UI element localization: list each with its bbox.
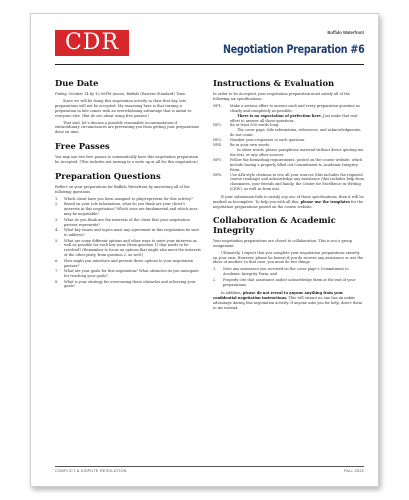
specification-text — [230, 158, 365, 173]
acknowledgment-item — [213, 278, 365, 288]
document-title: Negotiation Preparation #6 — [222, 42, 364, 56]
right-column — [213, 74, 365, 313]
collaboration-heading: Collaboration & Academic Integrity — [213, 214, 336, 235]
footer-divider — [55, 466, 364, 467]
question-item — [55, 259, 201, 269]
free-passes-section — [55, 141, 201, 165]
footer-term: FALL 2022 — [343, 469, 364, 473]
instructions-section — [213, 78, 365, 210]
question-item — [55, 239, 201, 259]
specification-line: Be in your own words. — [230, 143, 271, 148]
question-item — [55, 228, 201, 238]
late-policy-text: Since we will be doing this negotiation activity in class that day, late preparations will not be accepted. My reasoning here is that turning a preparation in late comes with an overwhelming advantage that is unfair to everyone else. (But do see about using free passes!) — [55, 98, 192, 118]
question-number: 5. — [55, 238, 59, 243]
question-number: 6. — [55, 258, 59, 263]
question-item — [55, 197, 201, 202]
specification-line: Use APA-style citations to cite all your sources (this includes the required course readings) and acknowledge any assistance (this includes help from classmates, your friends and family, the Center for Excellence in Writing (CEW), as well as from me). — [230, 172, 364, 192]
specification-text — [230, 173, 365, 193]
collaboration-text-1: Your negotiation preparations are closed to collaboration. This is not a group assignment. — [213, 238, 352, 248]
header-divider — [55, 64, 364, 65]
acknowledgment-number: 2. — [213, 278, 217, 283]
specification-line: Number your responses to each question. — [230, 138, 306, 143]
specification-item — [213, 158, 365, 173]
specification-text — [230, 104, 365, 124]
specification-code: NP4: — [213, 143, 222, 148]
instructions-outro: If your submission fails to satisfy any one of those specifications, then it will be marked as Incomplete. To help you with all this, please use the templates for the negotiation preparations posted on the course website. — [213, 195, 364, 209]
specification-code: NP5: — [213, 157, 222, 162]
specification-line: There is no expectation of perfection here. Just make that real effort to answer all those questions. — [230, 113, 358, 123]
instructions-intro: In order to be Accepted, your negotiation preparation must satisfy all of the following six specifications: — [213, 92, 350, 101]
client-label: Buffalo Waterfront — [327, 30, 364, 35]
question-number: 1. — [55, 196, 59, 201]
specification-text — [230, 143, 365, 158]
cdr-logo: CDR — [55, 30, 129, 56]
preparation-questions-heading: Preparation Questions — [55, 171, 161, 182]
question-item — [55, 202, 201, 217]
preparation-questions-list — [55, 197, 201, 289]
specification-item — [213, 143, 365, 158]
instructions-heading: Instructions & Evaluation — [213, 78, 335, 88]
question-item — [55, 280, 201, 290]
document-page — [30, 13, 379, 487]
question-number: 4. — [55, 228, 59, 233]
free-passes-heading: Free Passes — [55, 141, 110, 152]
question-text: What are your goals for this negotiation? What obstacles do you anticipate for reaching your goals? — [64, 269, 199, 279]
specification-line: In other words, please paraphrase material without direct quoting me, the text, or any other sources. — [230, 147, 365, 157]
free-passes-text: You may use two free passes to automatically have this negotiation preparation be Accepted. (This includes not turning in a write up at all for this negotiation.) — [55, 155, 199, 165]
question-item — [55, 218, 201, 228]
acknowledgment-item — [213, 267, 365, 277]
specification-text — [230, 123, 365, 138]
question-item — [55, 269, 201, 279]
due-date-text: Friday, October 14 by 12:00PM (noon), Buffalo (Eastern Standard) Time. — [55, 92, 187, 96]
question-text: What is your strategy for overcoming those obstacles and achieving your goals? — [64, 279, 196, 289]
collaboration-section — [213, 215, 365, 311]
footer-course: CONFLICT & DISPUTE RESOLUTION — [55, 469, 127, 473]
specification-code: NP2: — [213, 123, 222, 128]
collaboration-text-2: Ultimately, I expect that you complete your negotiation preparations entirely on your own. However, please be honest if you do receive any assistance or use the ideas of another. In that case, you must do two things: — [213, 250, 364, 265]
preparation-questions-section — [55, 171, 201, 289]
specification-item — [213, 123, 365, 138]
question-number: 3. — [55, 217, 59, 222]
specification-line: Make a serious effort to answer each and every preparation question as clearly and completely as possible. — [230, 103, 360, 113]
specification-line: Follow the formatting requirements, posted on the course website, which include having a properly filled out Commitment to Academic Integrity Form. — [230, 157, 363, 172]
question-number: 8. — [55, 279, 59, 284]
acknowledgment-number: 1. — [213, 267, 217, 272]
question-text: What key issues and topics must any agreement in this negotiation be sure to address? — [64, 228, 200, 237]
question-text: Which client have you been assigned to play/represent for this activity? — [64, 196, 193, 201]
specifications-list — [213, 104, 365, 192]
question-text: What do you think are the interests of the client that your negotiation partner represents? — [64, 217, 190, 227]
question-text: How might you introduce and present these options to your negotiation partner? — [64, 258, 194, 268]
left-column — [55, 74, 201, 290]
specification-code: NP6: — [213, 172, 222, 177]
accommodation-text: That said, let’s discuss a possible reasonable accommodation if extraordinary circumstances are preventing you from getting your preparations done on time. — [55, 120, 200, 135]
question-text: What are some different options and other ways to meet your interests as well as possible for each key issue (from question 1) that needs to be resolved? (Remember to focus on options that might also meet the interests of the other party, from question 2, as well.) — [64, 238, 201, 258]
question-number: 7. — [55, 269, 59, 274]
question-number: 2. — [55, 202, 59, 207]
confidentiality-text: In addition, please do not reveal to anyone anything from your confidential negotiation instructions. This will ensure no one has an unfair advantage during this negotiation activity. If anyone asks you for help, direct them to me instead. — [213, 291, 362, 310]
specification-item — [213, 173, 365, 193]
specification-code: NP1: — [213, 103, 222, 108]
acknowledgment-list — [213, 267, 365, 288]
specification-line: Be at least 500 words long. — [230, 123, 280, 128]
acknowledgment-text: Note any assistance you received on the cover page’s Commitment to Academic Integrity Form, and — [223, 267, 349, 277]
acknowledgment-text: Properly cite that assistance and/or acknowledge them at the end of your preparations. — [223, 278, 356, 288]
specification-line: The cover page, title information, references, and acknowledgments, do not count. — [230, 128, 362, 138]
due-date-heading: Due Date — [55, 78, 99, 88]
specification-code: NP3: — [213, 138, 222, 143]
question-text: Based on your role information, what do you think are your client’s interests in this negotiation? Which ones are fundamental and which ones may be negotiable? — [64, 202, 198, 217]
preparation-questions-intro: Reflect on your preparations for Buffalo Waterfront by answering all of the following questions. — [55, 185, 190, 194]
due-date-section — [55, 78, 201, 135]
specification-item — [213, 104, 365, 124]
